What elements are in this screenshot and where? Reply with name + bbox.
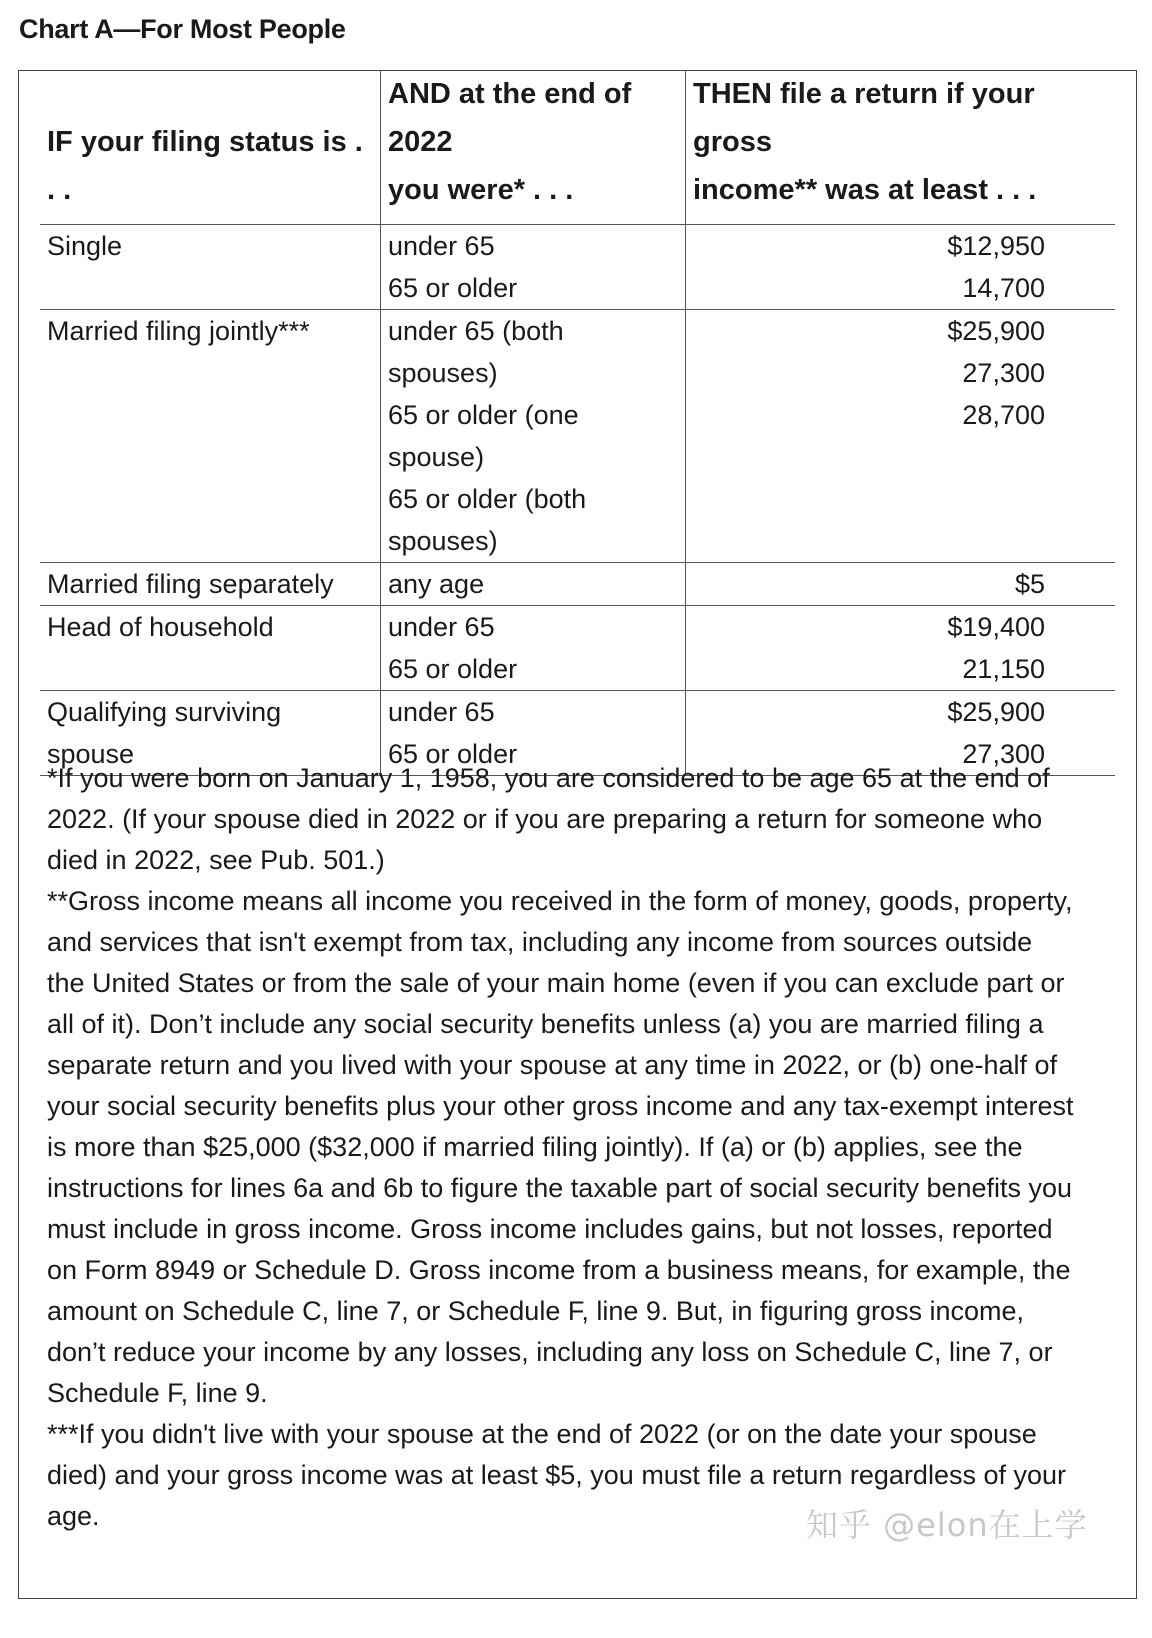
age-line: 65 or older	[388, 654, 518, 684]
cell-age	[381, 225, 686, 310]
amount-line: $25,900	[947, 316, 1045, 346]
age-line: 65 or older	[388, 739, 518, 769]
amount-line: 21,150	[962, 654, 1045, 684]
age-line: 65 or older (one	[388, 400, 579, 430]
header-age-line: 2022	[388, 126, 453, 158]
chart-title: Chart A—For Most People	[19, 14, 346, 44]
header-age-line: you were* . . .	[388, 174, 574, 206]
age-line: under 65	[388, 697, 495, 727]
header-filing-status: IF your filing status is . . .	[40, 70, 381, 225]
amount-line: $5	[1014, 569, 1045, 599]
age-line: under 65	[388, 612, 495, 642]
amount-line: 27,300	[962, 739, 1045, 769]
age-line: 65 or older (both	[388, 484, 587, 514]
header-age	[381, 70, 686, 225]
header-income-line: THEN file a return if your	[693, 78, 1035, 110]
table-header-row	[40, 70, 1115, 225]
footnote-age: *If you were born on January 1, 1958, you are considered to be age 65 at the end of 2022. (If your spouse died in 2022 or if you are preparing a return for someone who died in 2022, see Pub. 501.)	[47, 763, 1050, 875]
status-line: Head of household	[47, 612, 274, 642]
watermark: 知乎 @elon在上学	[806, 1506, 1088, 1544]
cell-filing-status	[40, 606, 381, 691]
age-line: under 65	[388, 231, 495, 261]
header-income-line: gross	[693, 126, 772, 158]
table-row	[40, 225, 1115, 310]
status-line: spouse	[47, 739, 135, 769]
header-income-line: income** was at least . . .	[693, 174, 1037, 206]
cell-gross-income	[686, 606, 1116, 691]
amount-line: 27,300	[962, 358, 1045, 388]
status-line: Qualifying surviving	[47, 697, 282, 727]
cell-filing-status	[40, 563, 381, 606]
status-line: Married filing jointly***	[47, 316, 310, 346]
cell-filing-status	[40, 225, 381, 310]
amount-line: 14,700	[962, 273, 1045, 303]
age-line: 65 or older	[388, 273, 518, 303]
age-line: spouse)	[388, 442, 485, 472]
amount-line: $12,950	[947, 231, 1045, 261]
table-body	[40, 225, 1115, 776]
status-line: Single	[47, 231, 123, 261]
table-row	[40, 606, 1115, 691]
cell-age	[381, 310, 686, 563]
cell-gross-income	[686, 225, 1116, 310]
cell-age	[381, 606, 686, 691]
age-line: spouses)	[388, 526, 498, 556]
table-row	[40, 310, 1115, 563]
filing-requirements-table	[40, 70, 1115, 776]
table-row	[40, 563, 1115, 606]
amount-line: $19,400	[947, 612, 1045, 642]
header-gross-income	[686, 70, 1116, 225]
footnote-married-jointly: ***If you didn't live with your spouse at the end of 2022 (or on the date your spouse died) and your gross income was at least $5, you must file a return regardless of your age.	[47, 1419, 1066, 1531]
cell-gross-income	[686, 310, 1116, 563]
amount-line: $25,900	[947, 697, 1045, 727]
header-age-line: AND at the end of	[388, 78, 632, 110]
age-line: spouses)	[388, 358, 498, 388]
age-line: any age	[388, 569, 485, 599]
footnotes	[47, 758, 1077, 1537]
amount-line: 28,700	[962, 400, 1045, 430]
status-line: Married filing separately	[47, 569, 334, 599]
cell-age	[381, 563, 686, 606]
cell-gross-income	[686, 563, 1116, 606]
age-line: under 65 (both	[388, 316, 564, 346]
cell-filing-status	[40, 310, 381, 563]
footnote-gross-income: **Gross income means all income you received in the form of money, goods, property, and services that isn't exempt from tax, including any income from sources outside the United States or from the sale of your main home (even if you can exclude part or all of it). Don’t include any social security benefits unless (a) you are married filing a separate return and you lived with your spouse at any time in 2022, or (b) one-half of your social security benefits plus your other gross income and any tax-exempt interest is more than $25,000 ($32,000 if married filing jointly). If (a) or (b) applies, see the instructions for lines 6a and 6b to figure the taxable part of social security benefits you must include in gross income. Gross income includes gains, but not losses, reported on Form 8949 or Schedule D. Gross income from a business means, for example, the amount on Schedule C, line 7, or Schedule F, line 9. But, in figuring gross income, don’t reduce your income by any losses, including any loss on Schedule C, line 7, or Schedule F, line 9.	[47, 886, 1074, 1408]
